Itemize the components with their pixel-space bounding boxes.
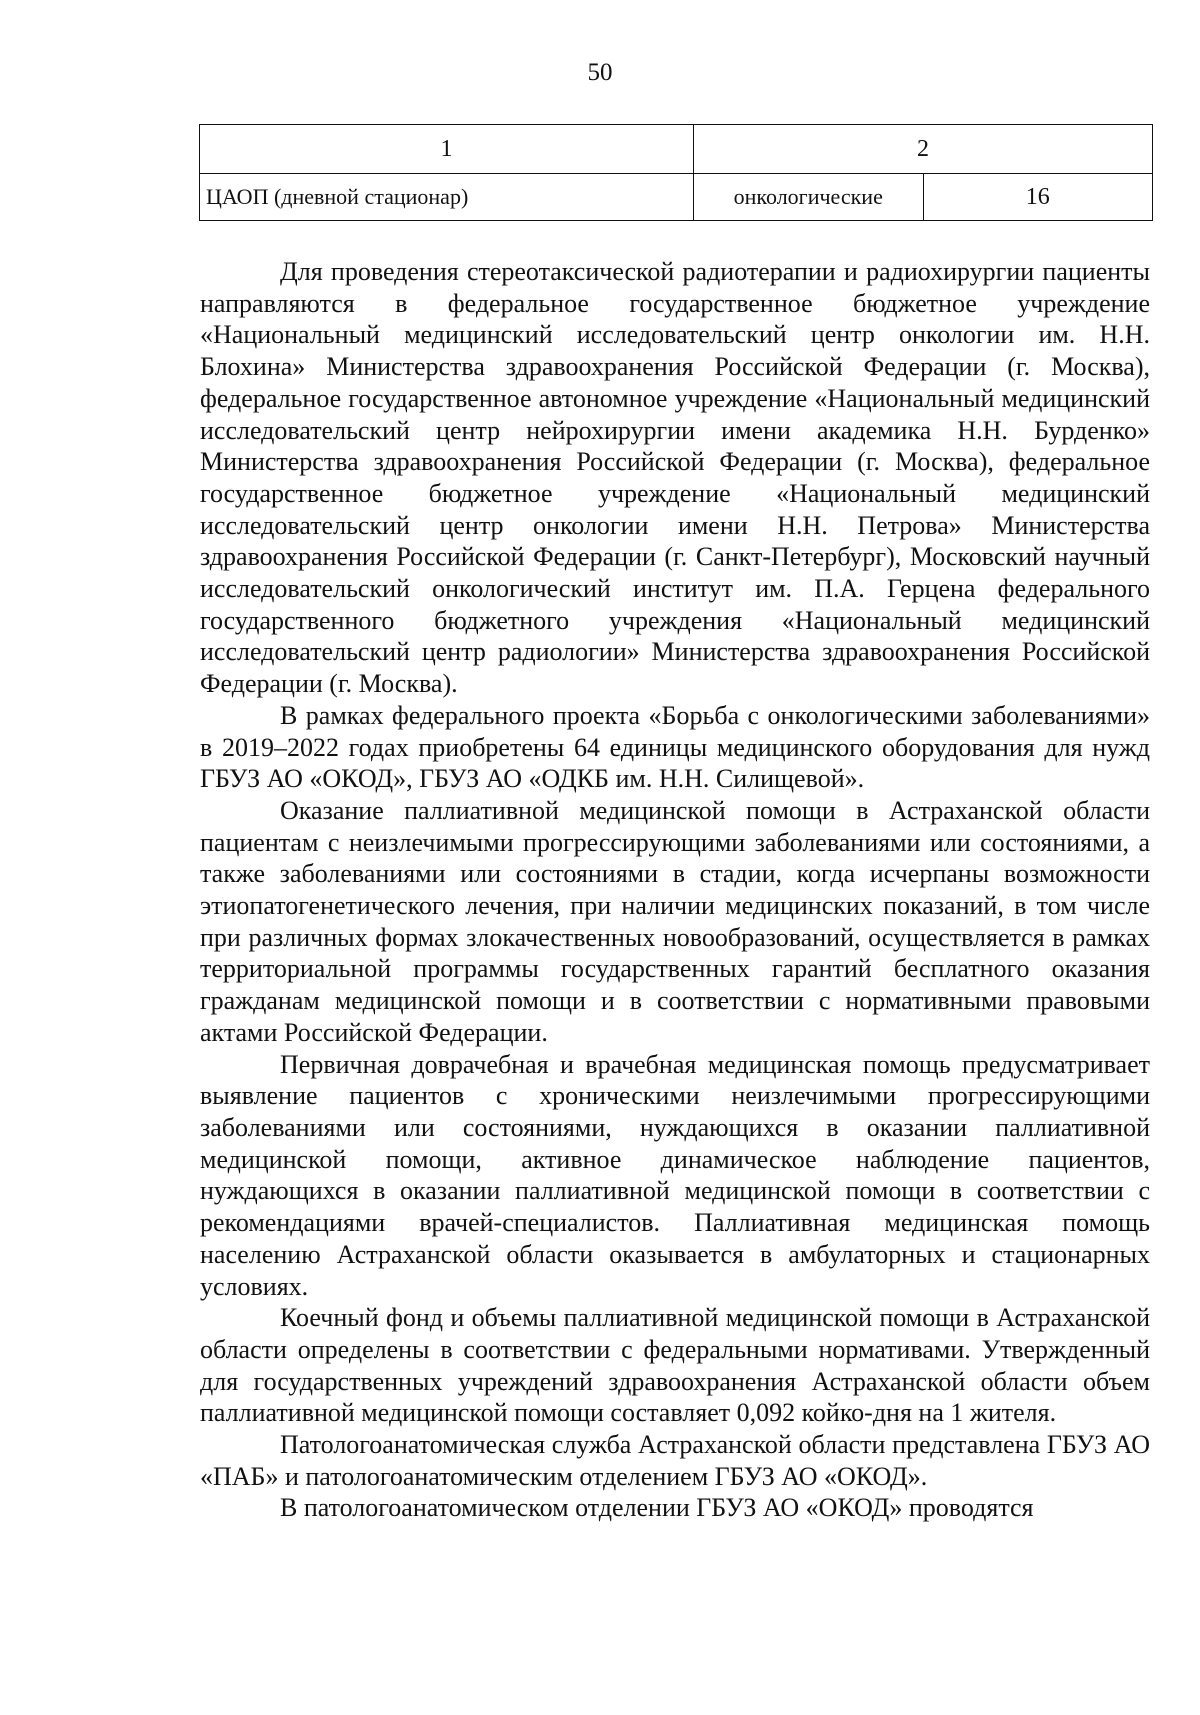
table-header-row [200,125,1153,174]
table-header-col1: 1 [200,125,694,174]
table-cell-name: ЦАОП (дневной стационар) [200,174,694,221]
paragraph-radiotherapy: Для проведения стереотаксической радиотерапии и радиохирургии пациенты направляются в федеральное государственное бюджетное учреждение «Национальный медицинский исследовательский центр онкологии им. Н.Н. Блохина» Министерства здравоохранения Российской Федерации (г. Москва), федеральное государственное автономное учреждение «Национальный медицинский исследовательский центр нейрохирургии имени академика Н.Н. Бурденко» Министерства здравоохранения Российской Федерации (г. Москва), федеральное государственное бюджетное учреждение «Национальный медицинский исследовательский центр онкологии имени Н.Н. Петрова» Министерства здравоохранения Российской Федерации (г. Санкт-Петербург), Московский научный исследовательский онкологический институт им. П.А. Герцена федерального государственного бюджетного учреждения «Национальный медицинский исследовательский центр радиологии» Министерства здравоохранения Российской Федерации (г. Москва). [200,257,1150,699]
paragraph-pathology-service: Патологоанатомическая служба Астраханской области представлена ГБУЗ АО «ПАБ» и патологоанатомическим отделением ГБУЗ АО «ОКОД». [200,1430,1150,1491]
paragraph-palliative-care: Оказание паллиативной медицинской помощи в Астраханской области пациентам с неизлечимыми прогрессирующими заболеваниями или состояниями, а также заболеваниями или состояниями в стадии, когда исчерпаны возможности этиопатогенетического лечения, при наличии медицинских показаний, в том числе при различных формах злокачественных новообразований, осуществляется в рамках территориальной программы государственных гарантий бесплатного оказания гражданам медицинской помощи и в соответствии с нормативными правовыми актами Российской Федерации. [200,795,1150,1047]
beds-table [199,124,1153,221]
table-header-col2: 2 [694,125,1153,174]
table-row [200,174,1153,221]
table-cell-value: 16 [923,174,1153,221]
page-number: 50 [587,59,613,86]
document-body [200,256,1150,1524]
table-cell-profile: онкологические [694,174,924,221]
paragraph-federal-project: В рамках федерального проекта «Борьба с онкологическими заболеваниями» в 2019–2022 годах приобретены 64 единицы медицинского оборудования для нужд ГБУЗ АО «ОКОД», ГБУЗ АО «ОДКБ им. Н.Н. Силищевой». [200,700,1150,794]
paragraph-primary-care: Первичная доврачебная и врачебная медицинская помощь предусматривает выявление пациентов с хроническими неизлечимыми прогрессирующими заболеваниями или состояниями, нуждающихся в оказании паллиативной медицинской помощи, активное динамическое наблюдение пациентов, нуждающихся в оказании паллиативной медицинской помощи в соответствии с рекомендациями врачей-специалистов. Паллиативная медицинская помощь населению Астраханской области оказывается в амбулаторных и стационарных условиях. [200,1049,1150,1301]
paragraph-bed-fund: Коечный фонд и объемы паллиативной медицинской помощи в Астраханской области определены в соответствии с федеральными нормативами. Утвержденный для государственных учреждений здравоохранения Астраханской области объем паллиативной медицинской помощи составляет 0,092 койко-дня на 1 жителя. [200,1303,1150,1428]
paragraph-pathology-department: В патологоанатомическом отделении ГБУЗ АО «ОКОД» проводятся [280,1493,1034,1523]
